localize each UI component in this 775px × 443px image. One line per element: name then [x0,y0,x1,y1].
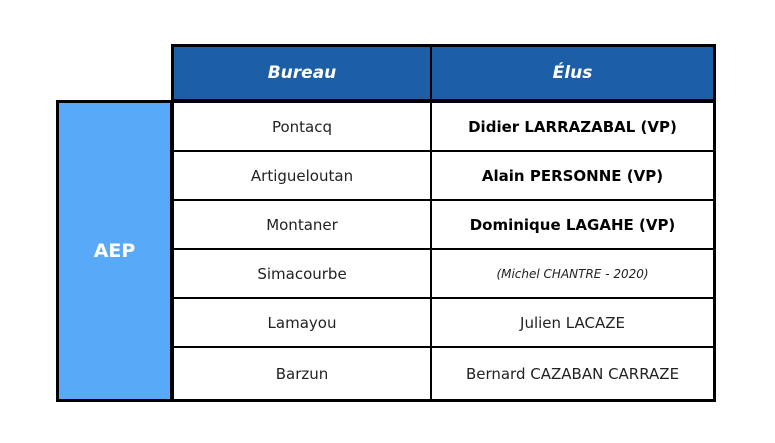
table-row [174,152,713,201]
table-row [174,348,713,400]
elu-cell: Alain PERSONNE (VP) [481,166,664,185]
table-header [171,44,716,102]
table-row [174,299,713,348]
header-elus: Élus [552,63,593,83]
table-row [174,201,713,250]
group-label-aep: AEP [56,100,173,402]
bureau-cell: Lamayou [174,299,432,346]
elu-cell: Julien LACAZE [520,313,625,332]
header-bureau: Bureau [174,47,432,99]
bureau-cell: Simacourbe [174,250,432,297]
bureau-cell: Artigueloutan [174,152,432,199]
table-row [174,250,713,299]
elu-cell: Dominique LAGAHE (VP) [469,215,676,234]
table-row [174,103,713,152]
elu-cell: Bernard CAZABAN CARRAZE [465,365,680,383]
elu-cell: (Michel CHANTRE - 2020) [496,266,649,281]
table-body [171,100,716,402]
bureau-cell: Montaner [174,201,432,248]
bureau-cell: Pontacq [174,103,432,150]
elu-cell: Didier LARRAZABAL (VP) [468,117,677,136]
bureau-cell: Barzun [174,348,432,400]
